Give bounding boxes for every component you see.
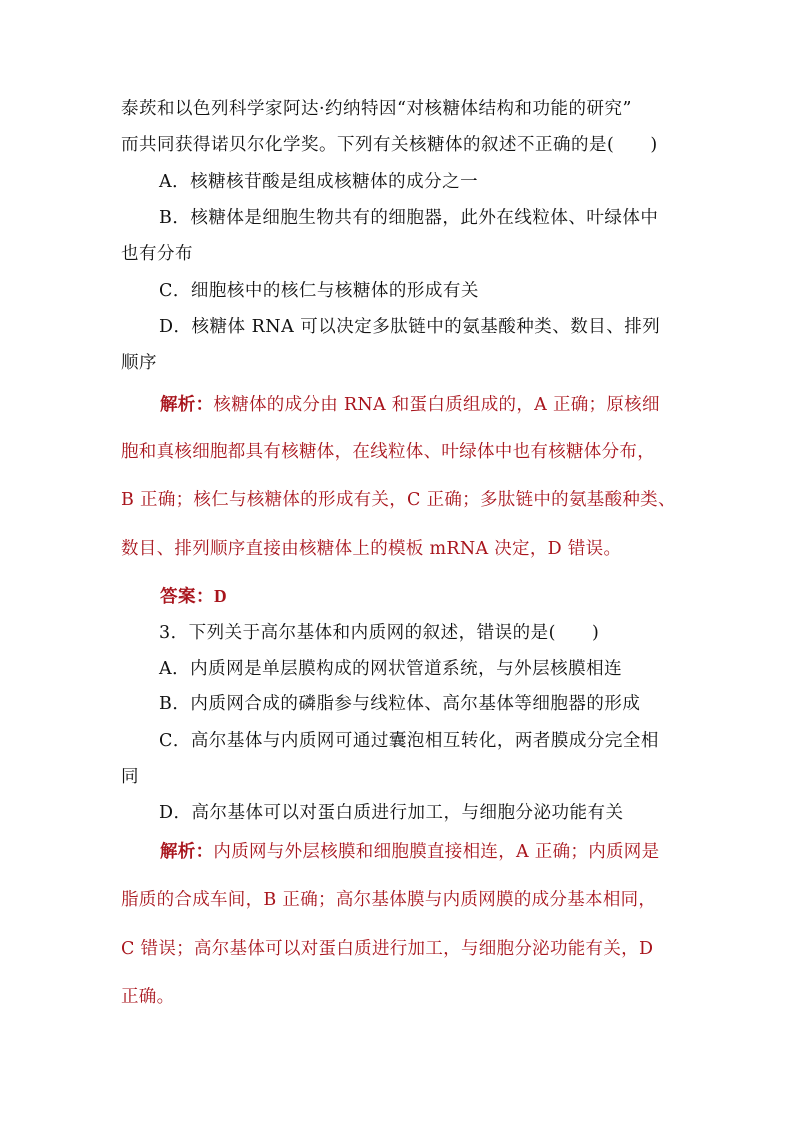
q2-stem-line-2: 而共同获得诺贝尔化学奖。下列有关核糖体的叙述不正确的是( ) [121,135,658,155]
q3-analysis-line-1 [0,840,794,864]
q3-analysis-line-4: 正确。 [121,987,175,1007]
q3-option-c-line-1: C．高尔基体与内质网可通过囊泡相互转化，两者膜成分完全相 [159,731,659,751]
q3-option-a: A．内质网是单层膜构成的网状管道系统，与外层核膜相连 [159,659,623,679]
q2-analysis-text-1: 核糖体的成分由 RNA 和蛋白质组成的，A 正确；原核细 [213,395,660,415]
q3-stem: 3．下列关于高尔基体和内质网的叙述，错误的是( ) [159,623,600,643]
q2-option-d-line-2: 顺序 [121,353,157,373]
q2-option-b-line-1: B．核糖体是细胞生物共有的细胞器，此外在线粒体、叶绿体中 [159,208,659,228]
q2-answer-label: 答案： [160,587,214,607]
q2-analysis-line-4: 数目、排列顺序直接由核糖体上的模板 mRNA 决定，D 错误。 [121,539,622,559]
q3-option-d: D．高尔基体可以对蛋白质进行加工，与细胞分泌功能有关 [159,803,624,823]
q2-analysis-line-1 [0,393,794,417]
q3-option-c-line-2: 同 [121,767,139,787]
q3-analysis-label: 解析： [160,842,214,862]
q2-analysis-label: 解析： [160,395,214,415]
q2-analysis-line-2: 胞和真核细胞都具有核糖体，在线粒体、叶绿体中也有核糖体分布， [121,442,655,462]
q2-option-b-line-2: 也有分布 [121,244,193,264]
q3-analysis-line-2: 脂质的合成车间，B 正确；高尔基体膜与内质网膜的成分基本相同， [121,890,657,910]
q2-analysis-line-3: B 正确；核仁与核糖体的形成有关，C 正确；多肽链中的氨基酸种类、 [121,490,676,510]
q2-option-a: A．核糖核苷酸是组成核糖体的成分之一 [159,172,479,192]
q2-option-c: C．细胞核中的核仁与核糖体的形成有关 [159,281,479,301]
q2-answer [0,584,794,609]
q2-stem-line-1: 泰莰和以色列科学家阿达·约纳特因“对核糖体结构和功能的研究” [121,99,632,119]
q3-option-b: B．内质网合成的磷脂参与线粒体、高尔基体等细胞器的形成 [159,694,641,714]
q3-analysis-line-3: C 错误；高尔基体可以对蛋白质进行加工，与细胞分泌功能有关，D [121,939,654,959]
q2-answer-value: D [214,586,228,606]
q3-analysis-text-1: 内质网与外层核膜和细胞膜直接相连，A 正确；内质网是 [213,842,660,862]
q2-option-d-line-1: D．核糖体 RNA 可以决定多肽链中的氨基酸种类、数目、排列 [159,317,661,337]
